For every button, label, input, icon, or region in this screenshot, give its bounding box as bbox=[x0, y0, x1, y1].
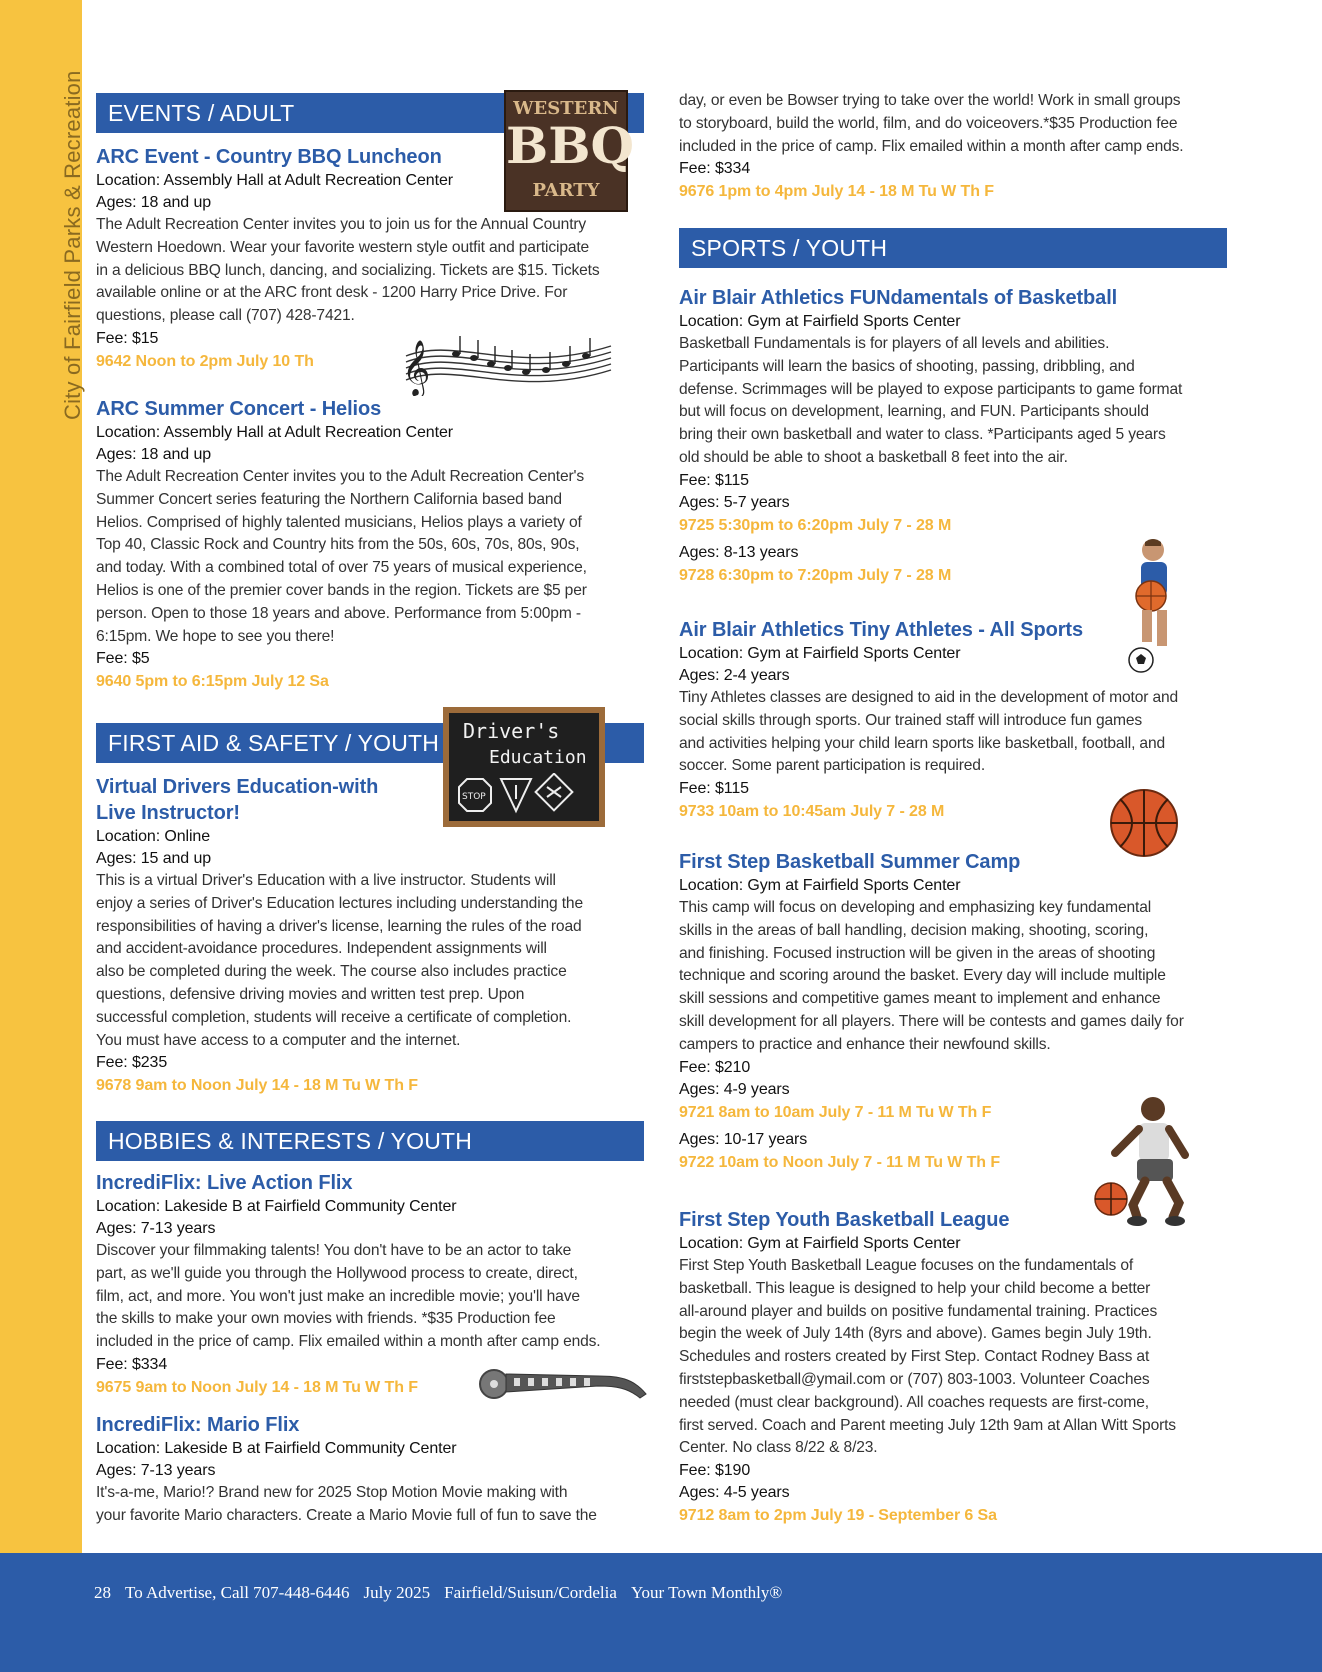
western-bbq-party-image bbox=[504, 90, 635, 212]
desc-line: firststepbasketball@ymail.com or (707) 803-1003. Volunteer Coaches bbox=[679, 1370, 1150, 1388]
basketball-player-icon bbox=[1093, 1095, 1203, 1229]
desc-line: also be completed during the week. The course also includes practice bbox=[96, 963, 567, 981]
program-location: Location: Gym at Fairfield Sports Center bbox=[679, 1235, 961, 1252]
drivers-education-chalkboard-image bbox=[443, 707, 605, 827]
issue-date: July 2025 bbox=[363, 1583, 431, 1602]
program-ages: Ages: 5-7 years bbox=[679, 493, 790, 511]
film-reel-image bbox=[478, 1364, 648, 1402]
desc-line: technique and scoring around the basket. Every day will include multiple bbox=[679, 967, 1166, 985]
program-location: Location: Gym at Fairfield Sports Center bbox=[679, 645, 961, 662]
desc-line: Discover your filmmaking talents! You don't have to be an actor to take bbox=[96, 1242, 572, 1259]
desc-line: but will focus on development, learning, and FUN. Participants should bbox=[679, 403, 1149, 421]
program-fee: Fee: $334 bbox=[679, 160, 751, 178]
bbq-line: WESTERN bbox=[513, 98, 619, 119]
desc-line: Schedules and rosters created by First Step. Contact Rodney Bass at bbox=[679, 1348, 1150, 1366]
desc-line: skills in the areas of ball handling, decision making, shooting, scoring, bbox=[679, 921, 1149, 939]
title-line: Virtual Drivers Education-with bbox=[96, 776, 379, 798]
program-ages: Ages: 4-9 years bbox=[679, 1080, 790, 1098]
program-ages: Ages: 18 and up bbox=[96, 194, 212, 211]
program-location: Location: Lakeside B at Fairfield Community Center bbox=[96, 1198, 457, 1215]
program-schedule: 9675 9am to Noon July 14 - 18 M Tu W Th F bbox=[96, 1378, 418, 1396]
desc-line: included in the price of camp. Flix emailed within a month after camp ends. bbox=[679, 137, 1184, 155]
area-name: Fairfield/Suisun/Cordelia bbox=[444, 1583, 617, 1602]
desc-line: person. Open to those 18 years and above. Performance from 5:00pm - bbox=[96, 604, 581, 622]
bbq-line: BBQ bbox=[506, 116, 635, 175]
music-notes-image bbox=[396, 326, 616, 396]
desc-line: soccer. Some parent participation is required. bbox=[679, 757, 986, 775]
chalkboard bbox=[449, 713, 599, 821]
program-ages: Ages: 7-13 years bbox=[96, 1462, 216, 1479]
desc-line: social skills through sports. Our trained staff will introduce fun games bbox=[679, 711, 1143, 729]
desc-line: questions, defensive driving movies and written test prep. Upon bbox=[96, 985, 525, 1003]
desc-line: day, or even be Bowser trying to take over the world! Work in small groups bbox=[679, 92, 1181, 109]
program-schedule: 9721 8am to 10am July 7 - 11 M Tu W Th F bbox=[679, 1103, 992, 1121]
desc-line: included in the price of camp. Flix emailed within a month after camp ends. bbox=[96, 1333, 601, 1351]
desc-line: bring their own basketball and water to class. *Participants aged 5 years bbox=[679, 426, 1166, 444]
publication-name: Your Town Monthly® bbox=[630, 1583, 783, 1602]
program-description bbox=[96, 1240, 644, 1354]
program-location: Location: Online bbox=[96, 828, 211, 845]
desc-line: Top 40, Classic Rock and Country hits from the 50s, 60s, 70s, 80s, 90s, bbox=[96, 536, 580, 554]
desc-line: old should be able to shoot a basketball 8 feet into the air. bbox=[679, 448, 1068, 466]
desc-line: campers to practice and enhance their newfound skills. bbox=[679, 1035, 1051, 1053]
program-schedule: 9678 9am to Noon July 14 - 18 M Tu W Th F bbox=[96, 1077, 418, 1095]
svg-text:𝄞: 𝄞 bbox=[402, 340, 431, 396]
program-description bbox=[679, 897, 1227, 1057]
program-helios bbox=[96, 396, 644, 694]
desc-line: Summer Concert series featuring the Northern California based band bbox=[96, 490, 562, 508]
child-athlete-icon bbox=[1119, 536, 1189, 676]
program-mario-flix-part1 bbox=[96, 1412, 644, 1528]
program-ages: Ages: 15 and up bbox=[96, 850, 212, 867]
music-staff-icon bbox=[396, 326, 616, 396]
child-with-basketball-image bbox=[1119, 536, 1189, 676]
program-location: Location: Assembly Hall at Adult Recreation Center bbox=[96, 172, 453, 189]
title-line: Live Instructor! bbox=[96, 802, 240, 824]
program-fee: Fee: $190 bbox=[679, 1462, 751, 1480]
desc-line: defense. Scrimmages will be played to expose participants to game format bbox=[679, 380, 1183, 398]
desc-line: in a delicious BBQ lunch, dancing, and socializing. Tickets are $15. Tickets bbox=[96, 261, 600, 279]
program-ages: Ages: 18 and up bbox=[96, 446, 212, 463]
desc-line: This is a virtual Driver's Education with a live instructor. Students will bbox=[96, 872, 556, 889]
desc-line: The Adult Recreation Center invites you to the Adult Recreation Center's bbox=[96, 468, 584, 485]
program-fee: Fee: $210 bbox=[679, 1058, 751, 1076]
program-title: Air Blair Athletics FUNdamentals of Basketball bbox=[679, 287, 1118, 309]
program-schedule: 9676 1pm to 4pm July 14 - 18 M Tu W Th F bbox=[679, 183, 994, 201]
desc-line: 6:15pm. We hope to see you there! bbox=[96, 627, 335, 645]
section-title: EVENTS / ADULT bbox=[108, 100, 295, 126]
desc-line: Basketball Fundamentals is for players of all levels and abilities. bbox=[679, 335, 1110, 352]
boy-dribbling-basketball-image bbox=[1093, 1095, 1203, 1229]
program-schedule: 9728 6:30pm to 7:20pm July 7 - 28 M bbox=[679, 566, 952, 584]
desc-line: begin the week of July 14th (8yrs and above). Games begin July 19th. bbox=[679, 1325, 1152, 1343]
program-ages: Ages: 2-4 years bbox=[679, 667, 790, 684]
desc-line: Participants will learn the basics of shooting, passing, dribbling, and bbox=[679, 357, 1135, 375]
desc-line: It's-a-me, Mario!? Brand new for 2025 Stop Motion Movie making with bbox=[96, 1484, 568, 1501]
program-title: IncrediFlix: Live Action Flix bbox=[96, 1172, 353, 1194]
program-title: ARC Event - Country BBQ Luncheon bbox=[96, 146, 442, 168]
program-schedule: 9725 5:30pm to 6:20pm July 7 - 28 M bbox=[679, 516, 952, 534]
program-fee: Fee: $5 bbox=[96, 650, 150, 668]
section-banner-sports bbox=[679, 228, 1227, 268]
desc-line: available online or at the ARC front desk - 1200 Harry Price Drive. For bbox=[96, 284, 568, 302]
program-fee: Fee: $115 bbox=[679, 780, 749, 798]
program-ages: Ages: 7-13 years bbox=[96, 1220, 216, 1237]
program-mario-flix-part2 bbox=[679, 90, 1227, 204]
section-title: FIRST AID & SAFETY / YOUTH bbox=[108, 730, 440, 756]
advertise-line: To Advertise, Call 707-448-6446 bbox=[125, 1583, 350, 1602]
desc-line: your favorite Mario characters. Create a Mario Movie full of fun to save the bbox=[96, 1506, 597, 1524]
desc-line: skill sessions and competitive games meant to implement and enhance bbox=[679, 990, 1161, 1008]
program-location: Location: Lakeside B at Fairfield Community Center bbox=[96, 1440, 457, 1457]
desc-line: part, as we'll guide you through the Hollywood process to create, direct, bbox=[96, 1264, 578, 1282]
program-fee: Fee: $334 bbox=[96, 1355, 168, 1373]
program-ages: Ages: 8-13 years bbox=[679, 543, 799, 561]
desc-line: Western Hoedown. Wear your favorite western style outfit and participate bbox=[96, 238, 590, 256]
program-basketball-league bbox=[679, 1207, 1227, 1528]
desc-line: Helios is one of the premier cover bands in the region. Tickets are $5 per bbox=[96, 581, 587, 599]
desc-line: Helios. Comprised of highly talented musicians, Helios plays a variety of bbox=[96, 513, 582, 531]
desc-line: all-around player and builds on positive fundamental training. Practices bbox=[679, 1302, 1158, 1320]
sidebar-stripe bbox=[0, 0, 85, 1553]
desc-line: Tiny Athletes classes are designed to aid in the development of motor and bbox=[679, 689, 1179, 706]
program-title: First Step Youth Basketball League bbox=[679, 1209, 1010, 1231]
desc-line: enjoy a series of Driver's Education lectures including understanding the bbox=[96, 894, 583, 912]
program-location: Location: Gym at Fairfield Sports Center bbox=[679, 877, 961, 894]
program-description bbox=[96, 466, 644, 648]
program-location: Location: Gym at Fairfield Sports Center bbox=[679, 313, 961, 330]
program-description bbox=[96, 870, 644, 1052]
program-location: Location: Assembly Hall at Adult Recreation Center bbox=[96, 424, 453, 441]
program-schedule: 9642 Noon to 2pm July 10 Th bbox=[96, 352, 314, 370]
desc-line: film, act, and more. You won't just make an incredible movie; you'll have bbox=[96, 1287, 580, 1305]
program-description bbox=[679, 1255, 1227, 1460]
desc-line: responsibilities of having a driver's license, learning the rules of the road bbox=[96, 917, 582, 935]
program-description bbox=[679, 90, 1227, 158]
desc-line: basketball. This league is designed to help your child become a better bbox=[679, 1279, 1151, 1297]
program-schedule: 9733 10am to 10:45am July 7 - 28 M bbox=[679, 803, 945, 821]
program-ages: Ages: 10-17 years bbox=[679, 1130, 808, 1148]
section-banner-hobbies bbox=[96, 1121, 644, 1161]
program-title: ARC Summer Concert - Helios bbox=[96, 398, 382, 420]
program-fee: Fee: $115 bbox=[679, 471, 749, 489]
program-title: Air Blair Athletics Tiny Athletes - All Sports bbox=[679, 619, 1083, 641]
desc-line: successful completion, students will receive a certificate of completion. bbox=[96, 1008, 572, 1026]
desc-line: and finishing. Focused instruction will be given in the areas of shooting bbox=[679, 944, 1156, 962]
road-signs-icon bbox=[455, 773, 595, 819]
desc-line: the skills to make your own movies with friends. *$35 Production fee bbox=[96, 1310, 556, 1328]
desc-line: This camp will focus on developing and emphasizing key fundamental bbox=[679, 899, 1152, 916]
desc-line: You must have access to a computer and the internet. bbox=[96, 1031, 461, 1049]
desc-line: First Step Youth Basketball League focuses on the fundamentals of bbox=[679, 1257, 1134, 1274]
page-number: 28 bbox=[94, 1583, 111, 1602]
desc-line: to storyboard, build the world, film, and do voiceovers.*$35 Production fee bbox=[679, 114, 1178, 132]
desc-line: and today. With a combined total of over 75 years of musical experience, bbox=[96, 559, 587, 577]
program-description bbox=[679, 333, 1227, 470]
program-description bbox=[96, 214, 644, 328]
desc-line: and accident-avoidance procedures. Independent assignments will bbox=[96, 940, 547, 958]
desc-line: The Adult Recreation Center invites you to join us for the Annual Country bbox=[96, 216, 587, 233]
basketball-icon bbox=[1108, 787, 1180, 859]
film-strip-icon bbox=[478, 1364, 648, 1402]
program-schedule: 9712 8am to 2pm July 19 - September 6 Sa bbox=[679, 1507, 997, 1525]
sidebar-label: City of Fairfield Parks & Recreation bbox=[60, 70, 85, 420]
desc-line: first served. Coach and Parent meeting July 12th 9am at Allan Witt Sports bbox=[679, 1416, 1176, 1434]
basketball-image bbox=[1108, 787, 1180, 859]
program-ages: Ages: 4-5 years bbox=[679, 1484, 790, 1502]
program-title: IncrediFlix: Mario Flix bbox=[96, 1414, 300, 1436]
program-description bbox=[679, 687, 1227, 778]
stop-sign-text: STOP bbox=[462, 792, 486, 802]
program-schedule: 9722 10am to Noon July 7 - 11 M Tu W Th F bbox=[679, 1153, 1001, 1171]
page-footer bbox=[0, 1553, 1322, 1672]
section-title: SPORTS / YOUTH bbox=[691, 235, 888, 261]
chalk-text: Driver's bbox=[463, 719, 560, 743]
desc-line: skill development for all players. There will be contests and games daily for bbox=[679, 1012, 1184, 1030]
program-fee: Fee: $15 bbox=[96, 329, 159, 347]
chalk-text: Education bbox=[489, 747, 587, 768]
desc-line: and activities helping your child learn sports like basketball, football, and bbox=[679, 734, 1166, 752]
section-title: HOBBIES & INTERESTS / YOUTH bbox=[108, 1128, 473, 1154]
bbq-line: PARTY bbox=[532, 180, 600, 201]
program-title: First Step Basketball Summer Camp bbox=[679, 851, 1021, 873]
footer-text bbox=[94, 1583, 796, 1603]
desc-line: needed (must clear background). All coaches requests are first-come, bbox=[679, 1393, 1149, 1411]
desc-line: Center. No class 8/22 & 8/23. bbox=[679, 1439, 878, 1457]
program-description bbox=[96, 1482, 644, 1528]
desc-line: questions, please call (707) 428-7421. bbox=[96, 307, 355, 325]
program-fee: Fee: $235 bbox=[96, 1054, 168, 1072]
program-schedule: 9640 5pm to 6:15pm July 12 Sa bbox=[96, 673, 329, 691]
